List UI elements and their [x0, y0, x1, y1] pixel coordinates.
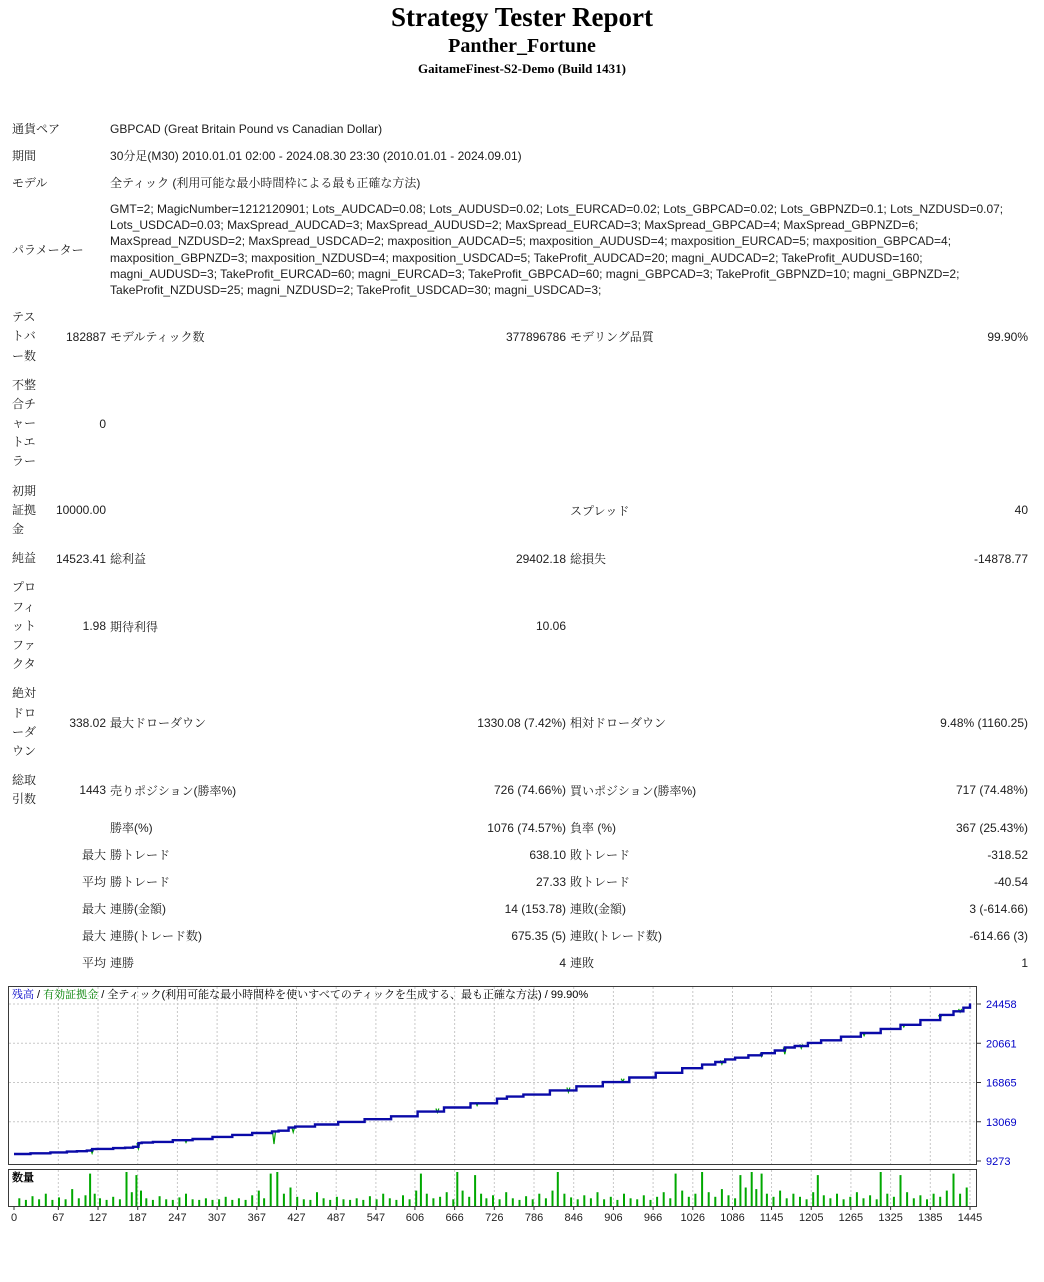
stat-c4: 726 (74.66%) — [493, 783, 567, 798]
volume-bar — [663, 1193, 665, 1207]
volume-bar — [369, 1197, 371, 1207]
y-tick-label: 13069 — [986, 1117, 1017, 1130]
volume-bar — [913, 1199, 915, 1207]
y-tick-label: 16865 — [986, 1077, 1017, 1090]
x-tick-label: 966 — [643, 1212, 663, 1225]
volume-bar — [94, 1194, 96, 1206]
stat-c5: 負率 (%) — [570, 821, 617, 836]
stat-c6 — [800, 573, 1030, 679]
stat-c4: 4 — [559, 955, 567, 970]
volume-bar — [106, 1200, 108, 1206]
x-tick-label: 1385 — [918, 1212, 943, 1225]
stat-c3: モデルティック数 — [110, 330, 205, 345]
volume-bar — [773, 1197, 775, 1206]
x-tick-label: 1265 — [838, 1212, 864, 1225]
volume-bar — [420, 1174, 422, 1207]
stat-c2: 1443 — [79, 783, 107, 798]
stat-c6: -40.54 — [993, 874, 1029, 889]
stat-row — [10, 868, 1030, 895]
stat-c4: 638.10 — [529, 847, 567, 862]
volume-bar — [946, 1191, 948, 1206]
y-tick-label: 24458 — [986, 999, 1017, 1012]
stat-c2: 最大 — [82, 848, 107, 863]
stat-c5: 連敗(金額) — [570, 902, 627, 917]
volume-bar — [231, 1200, 233, 1206]
stat-c2: 182887 — [65, 329, 107, 344]
volume-bar — [192, 1200, 194, 1207]
stat-c3: 連勝 — [110, 956, 135, 971]
volume-bar — [519, 1200, 521, 1206]
volume-bar — [238, 1199, 240, 1207]
volume-bar — [806, 1200, 808, 1207]
x-tick-label: 547 — [366, 1212, 386, 1225]
stat-c4: 1330.08 (7.42%) — [477, 715, 567, 730]
stat-c6: 367 (25.43%) — [955, 820, 1029, 835]
volume-bar — [112, 1197, 114, 1206]
stat-row — [10, 841, 1030, 868]
volume-bar — [603, 1200, 605, 1207]
x-tick-label: 367 — [247, 1212, 266, 1225]
stat-c5: 敗トレード — [570, 875, 631, 890]
volume-bar — [336, 1197, 338, 1206]
volume-bar — [165, 1200, 167, 1207]
volume-bar — [610, 1197, 612, 1206]
volume-bar — [863, 1199, 865, 1207]
volume-bar — [316, 1193, 318, 1207]
volume-bar — [480, 1194, 482, 1206]
volume-bar — [590, 1199, 592, 1207]
stat-c3: 勝トレード — [110, 875, 171, 890]
stat-c4: 377896786 — [505, 329, 567, 344]
volume-bar — [468, 1197, 470, 1206]
x-tick-label: 307 — [207, 1212, 227, 1225]
balance-pane — [9, 987, 977, 1165]
stat-c1 — [10, 949, 42, 976]
stat-c1: プロフィットファクタ — [12, 580, 37, 672]
volume-bar — [135, 1176, 137, 1207]
volume-bar — [688, 1197, 690, 1206]
stat-c3: 勝率(%) — [110, 821, 153, 836]
volume-bar — [869, 1196, 871, 1207]
volume-bar — [71, 1190, 73, 1207]
volume-bar — [432, 1199, 434, 1207]
stat-c1: 絶対ドローダウン — [12, 686, 37, 758]
stat-c2: 1.98 — [82, 619, 107, 634]
volume-bar — [745, 1188, 747, 1207]
volume-bar — [119, 1200, 121, 1207]
volume-bar — [426, 1194, 428, 1206]
x-tick-label: 846 — [564, 1212, 583, 1225]
stat-c1 — [10, 868, 42, 895]
stat-c1: テストバー数 — [12, 310, 37, 363]
x-tick-label: 1445 — [957, 1212, 983, 1225]
volume-bar — [675, 1174, 677, 1207]
volume-bar — [933, 1194, 935, 1206]
volume-bar — [701, 1172, 703, 1206]
info-label: 期間 — [12, 149, 37, 163]
volume-bar — [462, 1191, 464, 1206]
stat-c5: 連敗(トレード数) — [570, 929, 663, 944]
x-tick-label: 1205 — [798, 1212, 824, 1225]
volume-bar — [623, 1194, 625, 1206]
stat-row — [10, 477, 1030, 545]
volume-bar — [474, 1176, 476, 1207]
volume-bar — [225, 1197, 227, 1206]
stat-row — [10, 922, 1030, 949]
volume-bar — [525, 1197, 527, 1207]
volume-bar — [552, 1191, 554, 1206]
volume-bar — [402, 1196, 404, 1207]
stat-c6: -614.66 (3) — [969, 928, 1029, 943]
stat-c3: 連勝(トレード数) — [110, 929, 203, 944]
volume-bar — [893, 1197, 895, 1206]
stat-c2: 最大 — [82, 902, 107, 917]
volume-bar — [415, 1191, 417, 1206]
volume-bar — [376, 1200, 378, 1207]
volume-bar — [446, 1193, 448, 1207]
volume-bar — [823, 1196, 825, 1207]
stat-row — [10, 573, 1030, 679]
chart-legend: 残高 / 有効証拠金 / 全ティック(利用可能な最小時間枠を使いすべてのティックを生成する、最も正確な方法) / 99.90% — [12, 989, 589, 1002]
volume-bar — [258, 1191, 260, 1206]
volume-bar — [880, 1172, 882, 1206]
volume-bar — [829, 1199, 831, 1207]
volume-bar — [172, 1200, 174, 1206]
stat-c2: 平均 — [82, 956, 107, 971]
stat-c4: 675.35 (5) — [511, 928, 567, 943]
volume-bar — [349, 1200, 351, 1206]
volume-bar — [919, 1196, 921, 1207]
stat-c5 — [568, 573, 800, 679]
volume-bar — [755, 1190, 757, 1207]
volume-bar — [409, 1200, 411, 1207]
volume-bar — [708, 1193, 710, 1207]
stat-c1: 総取引数 — [12, 773, 37, 807]
volume-bar — [452, 1200, 454, 1207]
stat-c2: 338.02 — [69, 715, 107, 730]
report-chart-svg — [8, 986, 1044, 1228]
volume-bar — [656, 1197, 658, 1206]
x-tick-label: 1026 — [680, 1212, 706, 1225]
x-tick-label: 726 — [485, 1212, 504, 1225]
info-value: GMT=2; MagicNumber=1212120901; Lots_AUDCAD=0.08; Lots_AUDUSD=0.02; Lots_EURCAD=0.02; Lots_GBPCAD=0.02; Lots_GBPNZD=0.1; Lots_NZDUSD=0.07; Lots_USDCAD=0.03; MaxSpread_AUDCAD=3; MaxSpread_AUDUSD=2; MaxSpread_EURCAD=3; MaxSpread_GBPCAD=4; MaxSpread_GBPNZD=6; MaxSpread_NZDUSD=2; MaxSpread_USDCAD=2; maxposition_AUDCAD=5; maxposition_AUDUSD=4; maxposition_EURCAD=5; maxposition_GBPCAD=4; maxposition_GBPNZD=3; maxposition_NZDUSD=4; maxposition_USDCAD=5; TakeProfit_AUDCAD=20; magni_AUDCAD=2; TakeProfit_AUDUSD=160; magni_AUDUSD=3; TakeProfit_EURCAD=60; magni_EURCAD=3; TakeProfit_GBPCAD=60; magni_GBPCAD=3; TakeProfit_GBPNZD=10; magni_GBPNZD=2; TakeProfit_NZDUSD=25; magni_NZDUSD=2; TakeProfit_USDCAD=30; magni_USDCAD=3; — [110, 202, 1004, 297]
stat-c3: 勝トレード — [110, 848, 171, 863]
volume-bar — [140, 1191, 142, 1206]
stat-c5: スプレッド — [570, 503, 630, 518]
stat-row — [10, 895, 1030, 922]
volume-bar — [89, 1174, 91, 1207]
server-build: GaitameFinest-S2-Demo (Build 1431) — [418, 61, 626, 76]
stat-row — [10, 371, 1030, 477]
volume-bar — [58, 1198, 60, 1207]
volume-bar — [799, 1197, 801, 1206]
volume-bar — [245, 1200, 247, 1206]
volume-bar — [570, 1198, 572, 1207]
volume-bar — [630, 1199, 632, 1207]
x-tick-label: 487 — [327, 1212, 346, 1225]
volume-bar — [959, 1194, 961, 1206]
info-label: 通貨ペア — [12, 122, 61, 136]
volume-bar — [51, 1200, 53, 1206]
stat-c4 — [348, 477, 568, 545]
volume-bar — [65, 1200, 67, 1207]
stat-c5 — [568, 371, 800, 477]
stat-c1: 不整合チャートエラー — [12, 377, 37, 469]
volume-bar — [492, 1196, 494, 1207]
stat-c6 — [800, 371, 1030, 477]
volume-bar — [263, 1199, 265, 1207]
stat-c6: -14878.77 — [973, 551, 1029, 566]
volume-bar — [25, 1200, 27, 1206]
volume-bar — [849, 1197, 851, 1206]
x-tick-label: 666 — [445, 1212, 464, 1225]
stat-c6: 40 — [1014, 503, 1029, 518]
volume-bar — [761, 1174, 763, 1207]
volume-bar — [159, 1197, 161, 1207]
volume-bar — [343, 1200, 345, 1207]
stat-c5: モデリング品質 — [570, 330, 654, 345]
stat-row — [10, 679, 1030, 766]
stat-c1 — [10, 841, 42, 868]
stat-c2: 平均 — [82, 875, 107, 890]
volume-bar — [38, 1200, 40, 1207]
volume-bar — [906, 1193, 908, 1207]
info-row — [10, 169, 1030, 196]
stat-row — [10, 544, 1030, 573]
volume-bar — [900, 1176, 902, 1207]
volume-bar — [766, 1194, 768, 1206]
volume-bar — [557, 1172, 559, 1206]
stat-c1: 初期証拠金 — [12, 483, 37, 536]
info-row — [10, 142, 1030, 169]
volume-bar — [650, 1200, 652, 1206]
x-tick-label: 1325 — [878, 1212, 903, 1225]
volume-bar — [669, 1199, 671, 1207]
volume-bar — [205, 1199, 207, 1207]
volume-bar — [283, 1194, 285, 1206]
volume-bar — [966, 1188, 968, 1207]
volume-bar — [886, 1194, 888, 1206]
x-tick-label: 906 — [604, 1212, 623, 1225]
info-label: モデル — [12, 176, 48, 190]
stat-c3: 期待利得 — [110, 619, 159, 634]
volume-bar — [499, 1200, 501, 1207]
volume-bar — [439, 1197, 441, 1206]
stat-c1 — [10, 922, 42, 949]
stat-c4: 27.33 — [535, 874, 567, 889]
volume-bar — [577, 1200, 579, 1207]
volume-bar — [751, 1172, 753, 1206]
volume-bar — [836, 1194, 838, 1206]
stat-c2: 10000.00 — [55, 503, 107, 518]
stat-row — [10, 949, 1030, 976]
volume-bar — [99, 1199, 101, 1207]
stat-c2: 最大 — [82, 929, 107, 944]
y-tick-label: 9273 — [986, 1156, 1011, 1169]
stat-c2 — [42, 814, 108, 841]
volume-bar — [251, 1196, 253, 1207]
volume-bar — [270, 1174, 272, 1207]
volume-bar — [276, 1172, 278, 1206]
volume-bar — [389, 1199, 391, 1207]
stat-c3: 最大ドローダウン — [110, 716, 207, 731]
volume-bar — [545, 1199, 547, 1207]
volume-bar — [714, 1197, 716, 1206]
volume-bar — [505, 1193, 507, 1207]
ea-name: Panther_Fortune — [448, 35, 596, 57]
strategy-tester-report — [0, 2, 1044, 1233]
volume-bar — [926, 1200, 928, 1207]
stat-c6: 99.90% — [987, 329, 1029, 344]
volume-bar — [78, 1199, 80, 1207]
volume-bar — [681, 1191, 683, 1206]
volume-bar — [856, 1193, 858, 1207]
volume-bar — [734, 1199, 736, 1207]
x-tick-label: 1086 — [720, 1212, 745, 1225]
y-tick-label: 20661 — [986, 1038, 1017, 1051]
stat-c3: 連勝(金額) — [110, 902, 167, 917]
stat-c3: 売りポジション(勝率%) — [110, 783, 237, 798]
volume-bar — [817, 1176, 819, 1207]
stat-c2: 0 — [99, 416, 107, 431]
volume-bar — [356, 1199, 358, 1207]
volume-bar — [643, 1196, 645, 1207]
stats-body — [10, 115, 1030, 976]
x-tick-label: 786 — [524, 1212, 544, 1225]
volume-bar — [792, 1194, 794, 1206]
volume-bar — [185, 1194, 187, 1206]
volume-bar — [152, 1200, 154, 1206]
info-label: パラメーター — [12, 243, 84, 258]
stat-c6: 717 (74.48%) — [955, 783, 1029, 798]
x-tick-label: 1145 — [759, 1212, 784, 1225]
stat-c5: 相対ドローダウン — [570, 716, 667, 731]
volume-bar — [290, 1188, 292, 1207]
volume-bar — [538, 1194, 540, 1206]
volume-bar — [636, 1200, 638, 1207]
stat-c2: 14523.41 — [55, 551, 107, 566]
x-tick-label: 427 — [287, 1212, 306, 1225]
stat-c4: 14 (153.78) — [504, 901, 567, 916]
stat-c5: 買いポジション(勝率%) — [570, 783, 697, 798]
stat-c1 — [10, 895, 42, 922]
volume-bar — [512, 1199, 514, 1207]
volume-bar — [323, 1199, 325, 1207]
volume-bar — [786, 1199, 788, 1207]
info-row — [10, 115, 1030, 142]
volume-bar — [131, 1193, 133, 1207]
stat-row — [10, 303, 1030, 371]
volume-bar — [218, 1200, 220, 1207]
volume-bar — [532, 1200, 534, 1207]
volume-bar — [563, 1194, 565, 1206]
x-tick-label: 187 — [128, 1212, 147, 1225]
volume-bar — [843, 1200, 845, 1207]
stat-c1: 純益 — [12, 551, 37, 566]
stat-c6: 3 (-614.66) — [969, 901, 1029, 916]
volume-bar — [178, 1198, 180, 1207]
x-tick-label: 0 — [10, 1212, 18, 1225]
x-tick-label: 247 — [168, 1212, 187, 1225]
info-value: GBPCAD (Great Britain Pound vs Canadian Dollar) — [110, 121, 383, 136]
volume-bar — [212, 1200, 214, 1206]
volume-bar — [583, 1196, 585, 1207]
volume-bar — [309, 1200, 311, 1206]
volume-bar — [456, 1172, 458, 1206]
volume-bar — [296, 1197, 298, 1206]
stat-c5: 敗トレード — [570, 848, 631, 863]
stats-table — [10, 115, 1030, 976]
volume-bar — [126, 1172, 128, 1206]
volume-bar — [362, 1200, 364, 1206]
stat-c4: 10.06 — [535, 619, 567, 634]
stat-c3: 総利益 — [110, 552, 147, 567]
volume-bar — [303, 1200, 305, 1207]
volume-bar — [876, 1200, 878, 1207]
stat-c6: 1 — [1021, 955, 1029, 970]
volume-bar — [812, 1193, 814, 1207]
volume-pane-label: 数量 — [12, 1172, 34, 1185]
volume-bar — [694, 1194, 696, 1206]
volume-bar — [329, 1200, 331, 1206]
volume-bar — [728, 1196, 730, 1207]
stat-row — [10, 814, 1030, 841]
stat-c4: 1076 (74.57%) — [487, 820, 567, 835]
stat-c6: 9.48% (1160.25) — [940, 715, 1029, 730]
stat-c1 — [10, 814, 42, 841]
volume-bar — [953, 1174, 955, 1207]
volume-bar — [382, 1194, 384, 1206]
volume-bar — [739, 1176, 741, 1207]
volume-bar — [597, 1193, 599, 1207]
volume-bar — [85, 1196, 87, 1207]
stat-c4: 29402.18 — [515, 551, 567, 566]
stat-row — [10, 766, 1030, 814]
info-value: 全ティック (利用可能な最小時間枠による最も正確な方法) — [110, 176, 421, 190]
stat-c5: 連敗 — [570, 956, 595, 971]
volume-bar — [145, 1199, 147, 1207]
x-tick-label: 606 — [405, 1212, 425, 1225]
volume-bar — [32, 1197, 34, 1207]
info-value: 30分足(M30) 2010.01.01 02:00 - 2024.08.30 23:30 (2010.01.01 - 2024.09.01) — [110, 149, 522, 163]
volume-bar — [18, 1199, 20, 1207]
volume-bar — [485, 1199, 487, 1207]
volume-bar — [395, 1200, 397, 1206]
info-row — [10, 196, 1030, 303]
stat-c3 — [108, 371, 348, 477]
report-title: Strategy Tester Report — [391, 2, 653, 32]
stat-c6: -318.52 — [987, 847, 1029, 862]
volume-bar — [779, 1191, 781, 1206]
volume-bar — [45, 1194, 47, 1206]
volume-bar — [939, 1197, 941, 1206]
stat-c3 — [108, 477, 348, 545]
volume-bar — [616, 1200, 618, 1206]
stat-c4 — [348, 371, 568, 477]
volume-bar — [721, 1190, 723, 1207]
chart-area — [8, 986, 1044, 1233]
stat-c5: 総損失 — [570, 552, 607, 567]
x-tick-label: 67 — [52, 1212, 65, 1225]
volume-bar — [198, 1200, 200, 1206]
x-tick-label: 127 — [88, 1212, 108, 1225]
